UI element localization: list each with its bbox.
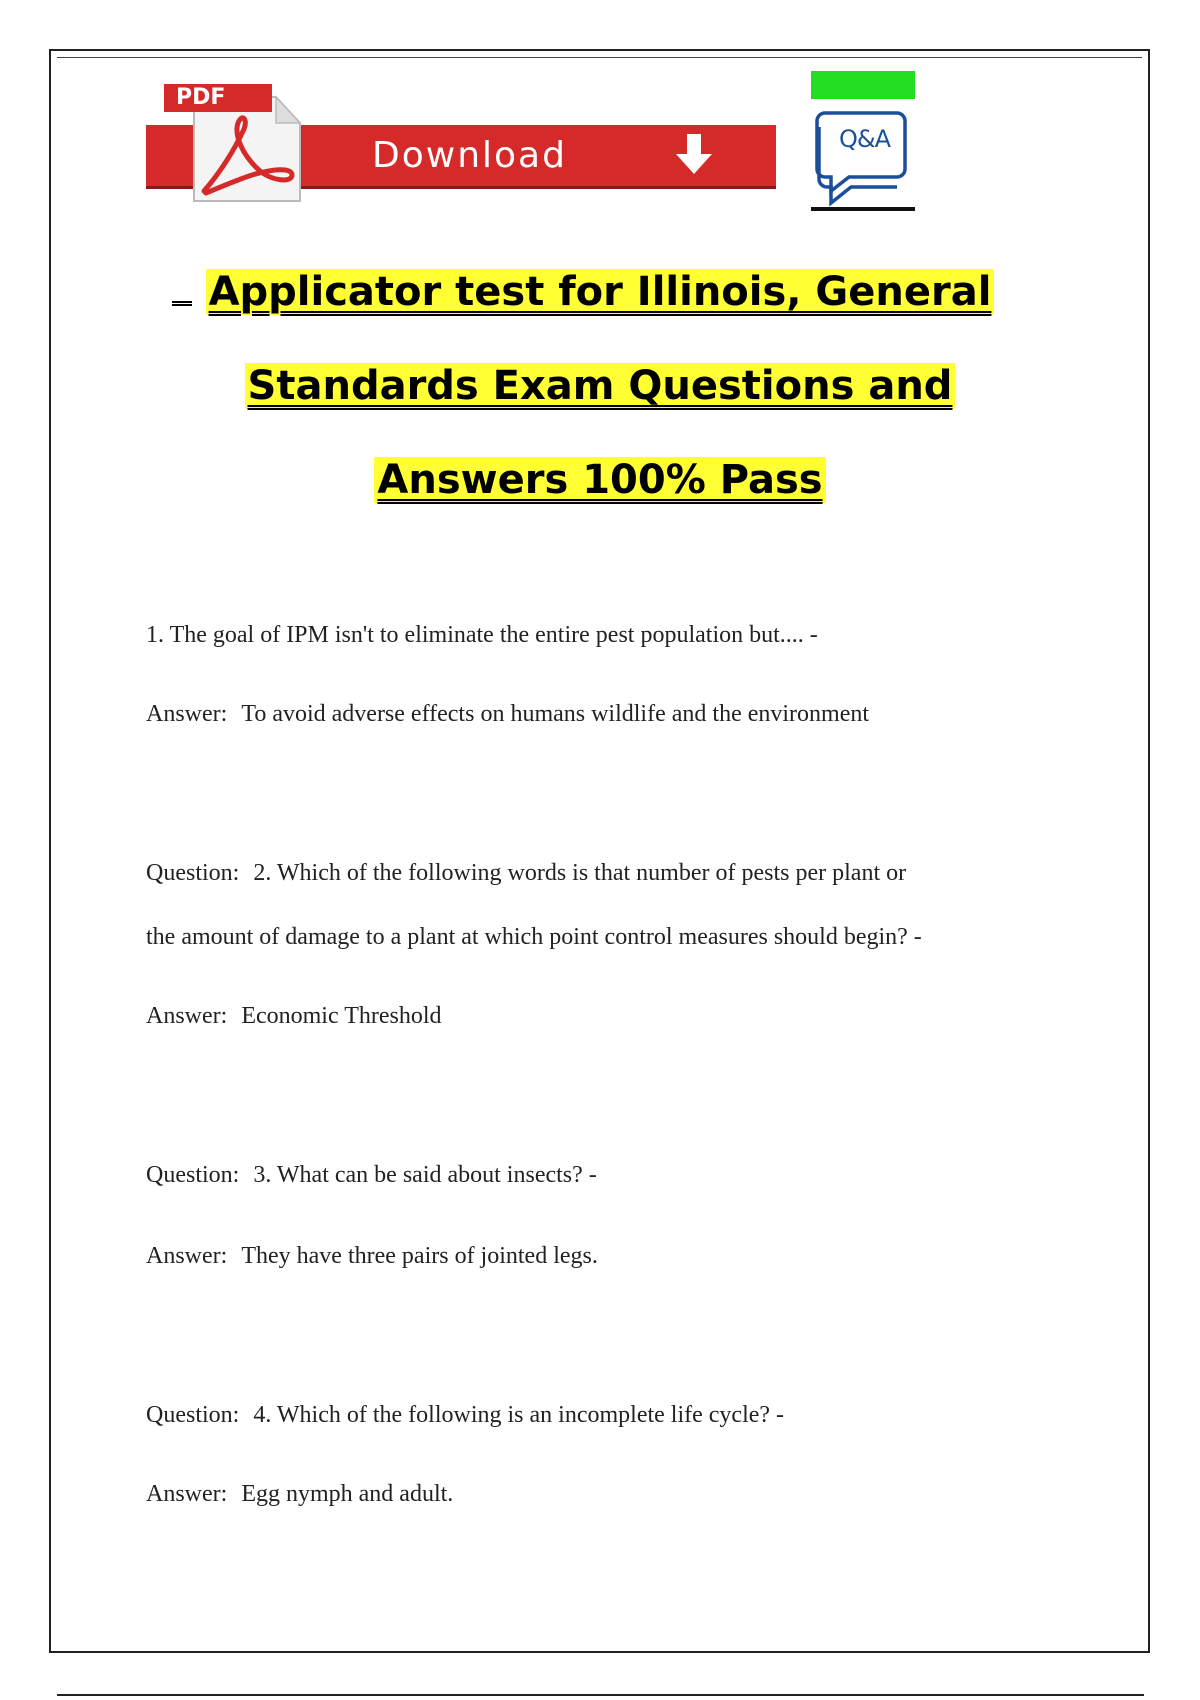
title-line-2: Standards Exam Questions and	[245, 363, 956, 409]
answer-3	[146, 1241, 598, 1271]
download-label: Download	[372, 135, 567, 176]
answer-1	[146, 699, 869, 729]
question-3-text: 3. What can be said about insects? -	[253, 1162, 597, 1188]
question-4-text: 4. Which of the following is an incomplete life cycle? -	[253, 1402, 785, 1428]
answer-2	[146, 1001, 442, 1031]
chat-bubble-icon	[811, 99, 915, 211]
question-3	[146, 1160, 597, 1190]
title-line-3: Answers 100% Pass	[374, 457, 825, 503]
question-4-label: Question:	[146, 1402, 240, 1428]
question-2-label: Question:	[146, 860, 240, 886]
pdf-tag: PDF	[164, 84, 272, 112]
title-line-1: Applicator test for Illinois, General	[206, 269, 995, 315]
question-2-text-line-2: the amount of damage to a plant at which point control measures should begin? -	[146, 924, 922, 950]
answer-2-text: Economic Threshold	[241, 1003, 442, 1029]
question-2-text-line-1: 2. Which of the following words is that number of pests per plant or	[253, 860, 907, 886]
document-title	[120, 245, 1080, 527]
answer-4-text: Egg nymph and adult.	[241, 1481, 454, 1507]
question-1-text: 1. The goal of IPM isn't to eliminate the entire pest population but.... -	[146, 622, 818, 648]
answer-1-label: Answer:	[146, 701, 228, 727]
qa-badge-text: Q&A	[839, 125, 891, 153]
answer-1-text: To avoid adverse effects on humans wildlife and the environment	[241, 701, 870, 727]
answer-4-label: Answer:	[146, 1481, 228, 1507]
qa-green-bar	[811, 71, 915, 99]
question-2-continued	[146, 922, 922, 952]
question-4	[146, 1400, 784, 1430]
qa-chat-icon	[811, 71, 915, 213]
download-banner[interactable]	[146, 79, 776, 203]
footer-rule	[57, 1694, 1144, 1696]
qa-bottom-bar	[811, 207, 915, 211]
download-arrow-icon	[674, 134, 714, 178]
question-3-label: Question:	[146, 1162, 240, 1188]
pdf-document-icon	[164, 79, 304, 203]
answer-4	[146, 1479, 453, 1509]
question-1	[146, 620, 818, 650]
answer-3-text: They have three pairs of jointed legs.	[241, 1243, 598, 1269]
answer-2-label: Answer:	[146, 1003, 228, 1029]
answer-3-label: Answer:	[146, 1243, 228, 1269]
question-2	[146, 858, 906, 888]
